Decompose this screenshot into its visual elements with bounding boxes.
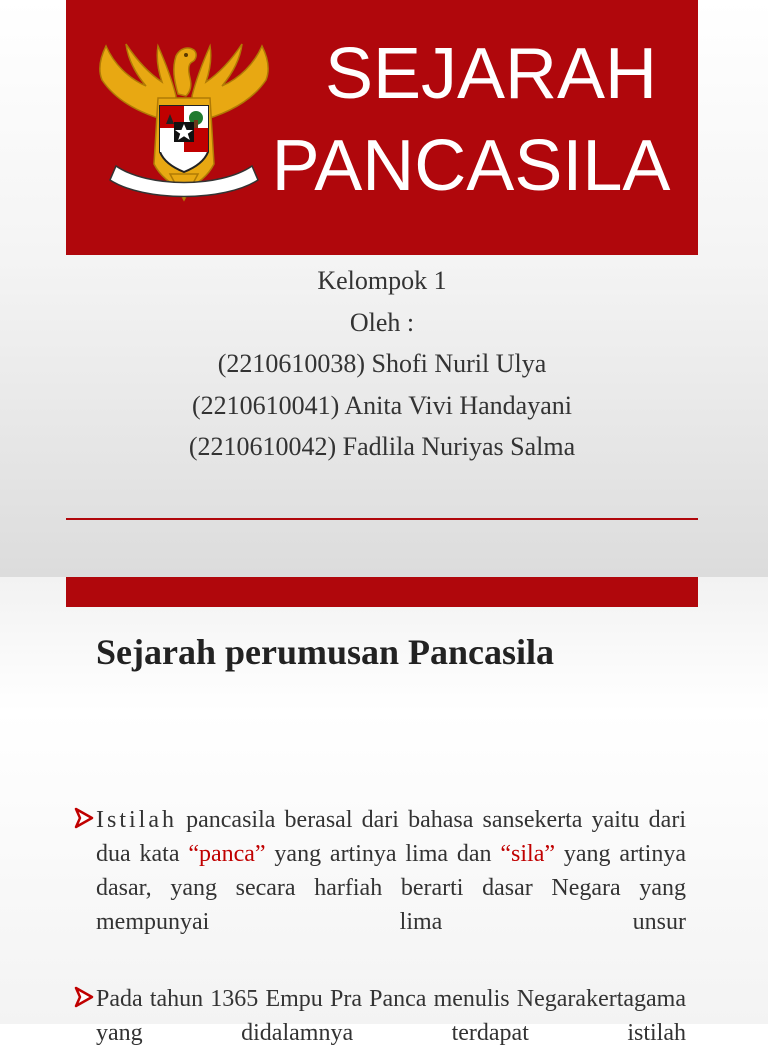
header-bar bbox=[66, 577, 698, 607]
author-item: (2210610042) Fadlila Nuriyas Salma bbox=[188, 432, 576, 461]
paragraph-1 bbox=[96, 803, 686, 939]
slide-title bbox=[236, 28, 706, 212]
arrow-bullet-icon bbox=[74, 986, 94, 1008]
term-sila: “sila” bbox=[500, 841, 556, 867]
title-line-1: SEJARAH bbox=[324, 34, 658, 114]
author-item: (2210610041) Anita Vivi Handayani bbox=[192, 390, 572, 420]
term-istilah: Istilah bbox=[96, 807, 177, 833]
author-list bbox=[66, 260, 698, 468]
para1-text-b: yang artinya lima dan bbox=[265, 841, 501, 867]
para1-text-c: yang artinya dasar, yang secara harfiah berarti dasar Negara yang mempunyai lima unsur bbox=[96, 841, 687, 935]
arrow-bullet-icon bbox=[74, 807, 94, 829]
title-divider bbox=[66, 518, 698, 520]
group-label: Kelompok 1 bbox=[317, 266, 447, 295]
slide-heading: Sejarah perumusan Pancasila bbox=[96, 632, 555, 672]
paragraph-2: Pada tahun 1365 Empu Pra Panca menulis Negarakertagama yang didalamnya terdapat istilah bbox=[96, 986, 686, 1046]
title-line-2: PANCASILA bbox=[271, 126, 671, 206]
content-slide bbox=[0, 577, 768, 1046]
para1-text-a: pancasila berasal dari bahasa sansekerta yaitu dari dua kata bbox=[96, 807, 686, 867]
by-label: Oleh : bbox=[349, 307, 415, 337]
term-panca: “panca” bbox=[188, 841, 266, 867]
author-item: (2210610038) Shofi Nuril Ulya bbox=[217, 349, 547, 378]
